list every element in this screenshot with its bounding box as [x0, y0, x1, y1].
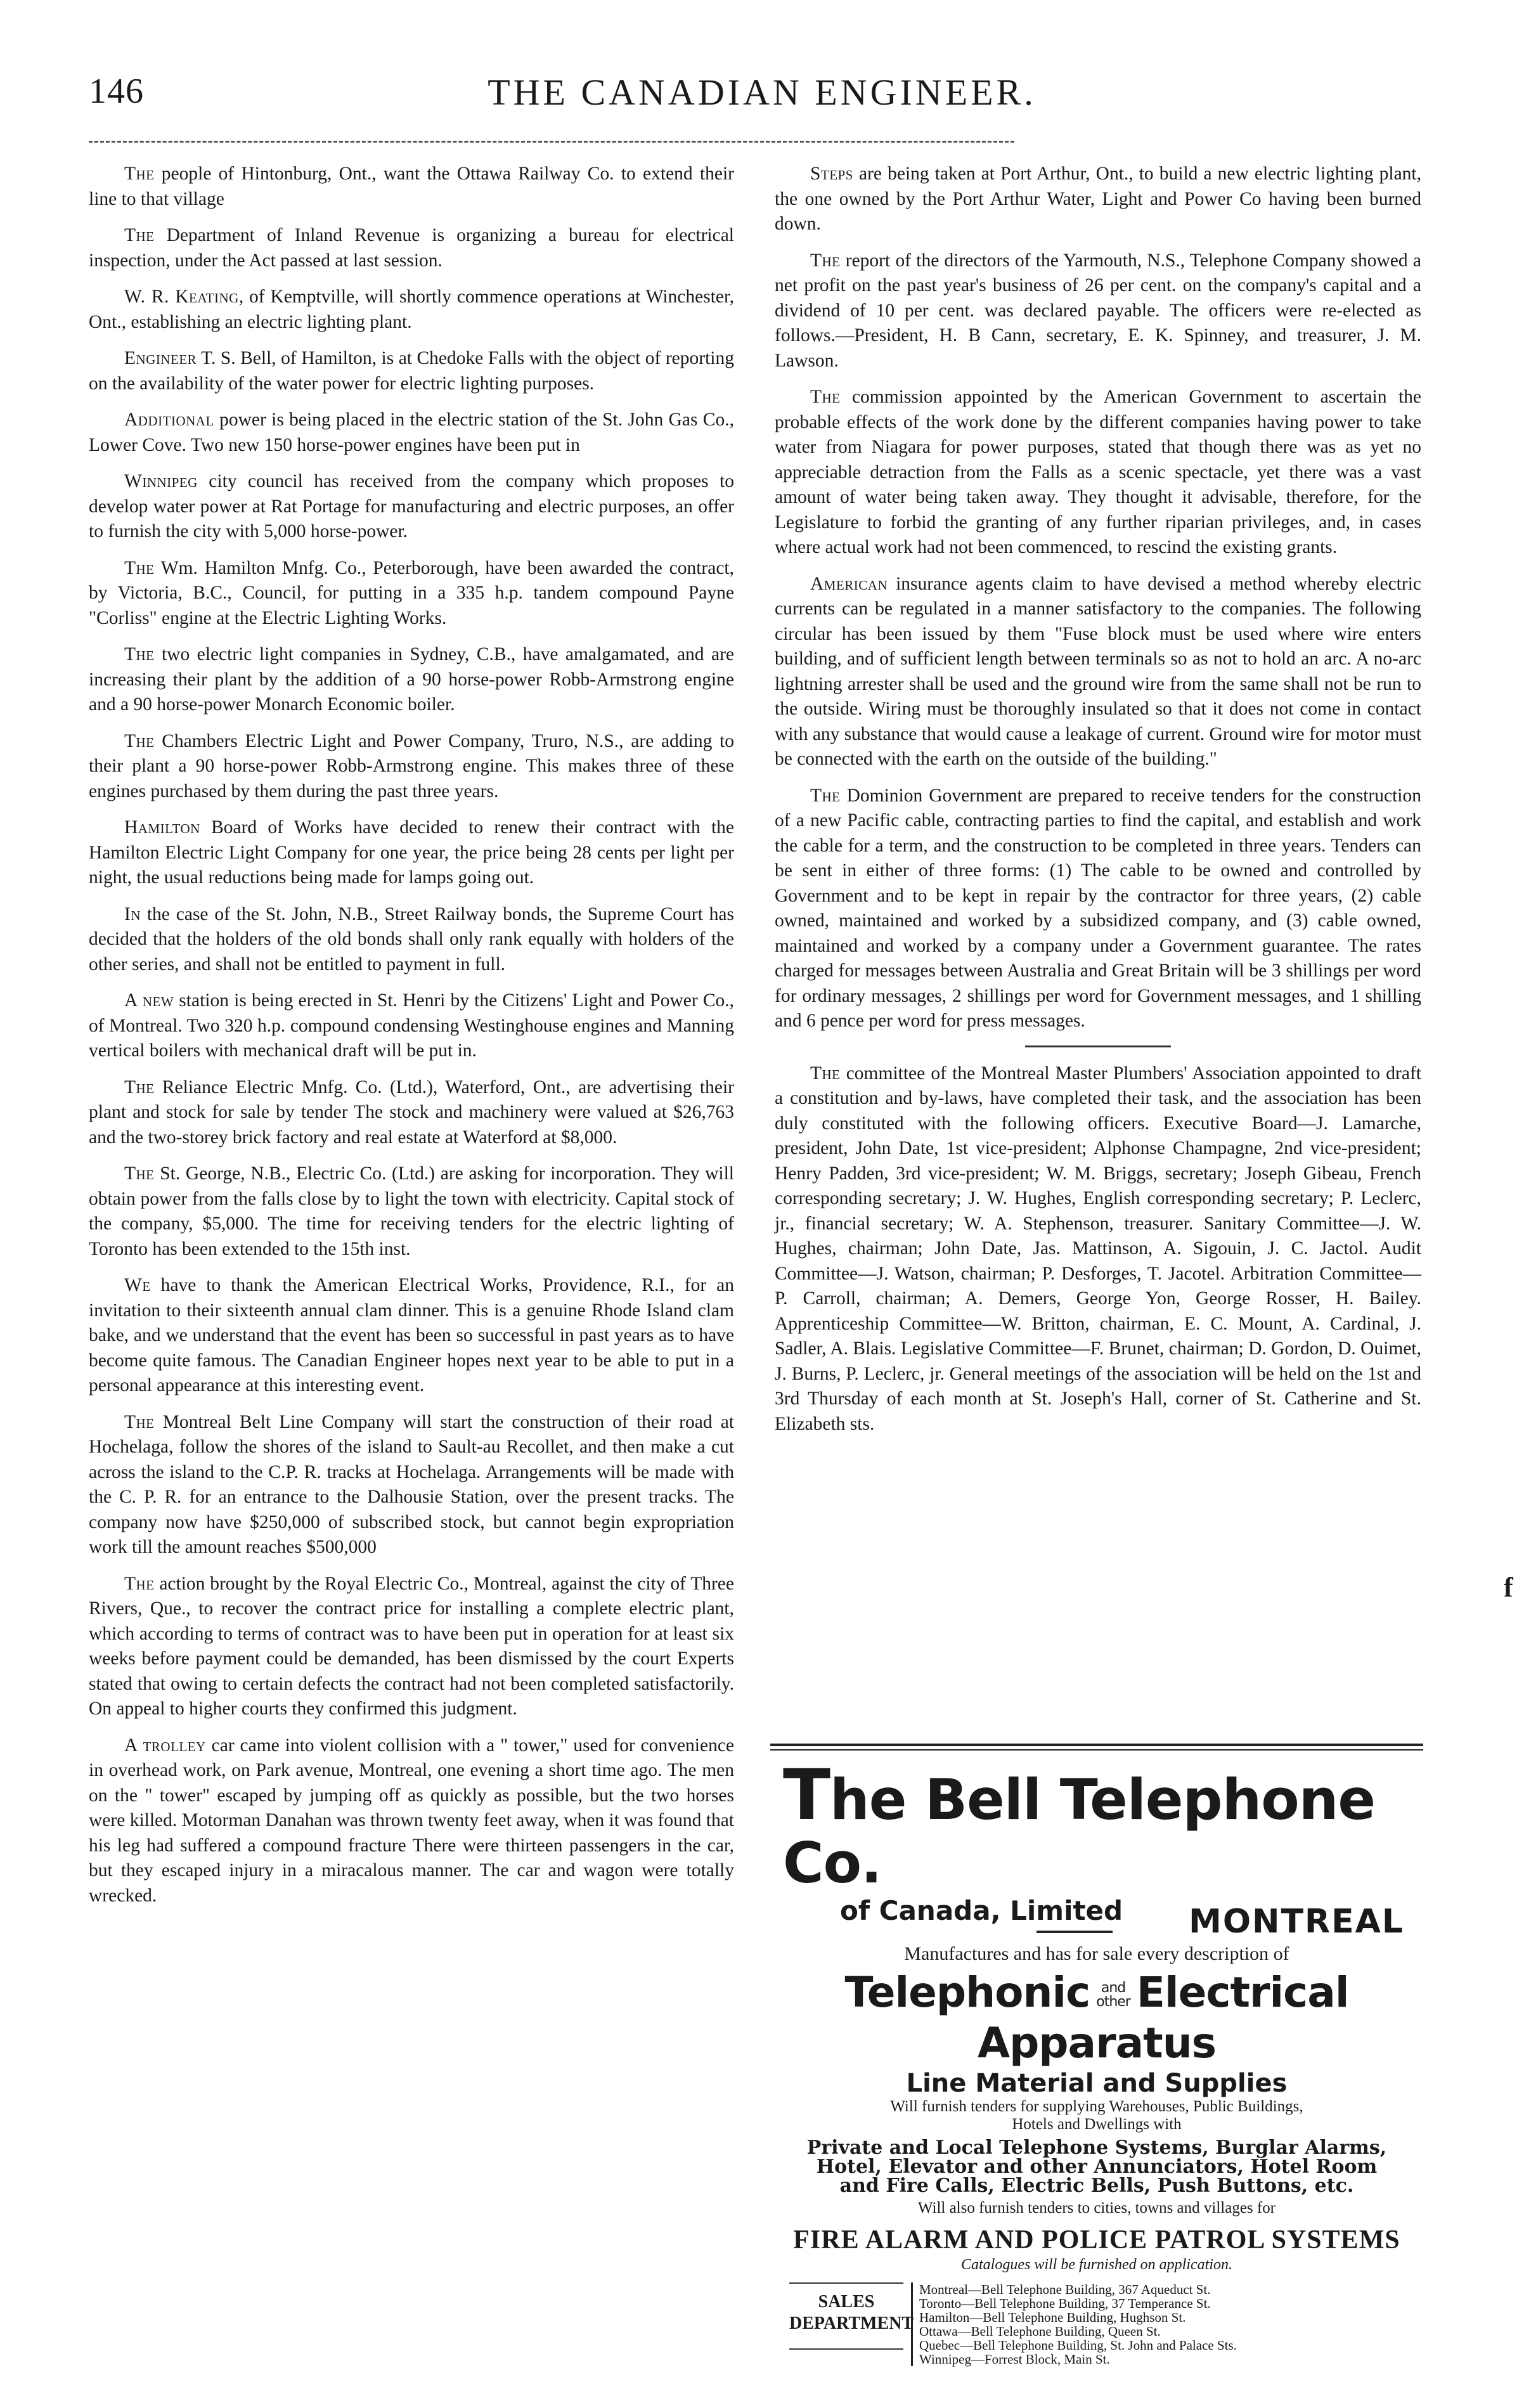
paragraph-text: city council has received from the company which proposes to develop water power at Rat Portage for manufacturing and electric purposes, an offer to furnish the city with 5,000 horse-power. — [89, 471, 734, 541]
ad-city: MONTREAL — [1189, 1903, 1404, 1941]
news-paragraph — [89, 642, 734, 718]
paragraph-text: committee of the Montreal Master Plumbers' Association appointed to draft a constitution and by-laws, have completed their task, and the association has been duly constituted with the following officers. Executive Board—J. Lamarche, president, John Date, 1st vice-president; Alphonse Champagne, 2nd vice-president; Henry Padden, 3rd vice-president; W. M. Briggs, secretary; Joseph Gibeau, French corresponding secretary; J. W. Hughes, English corresponding secretary; P. Leclerc, jr., financial secretary; W. A. Stephenson, treasurer. Sanitary Committee—J. W. Hughes, chairman; John Date, Jas. Mattinson, A. Sigouin, J. C. Jactol. Audit Committee—J. Watson, chairman; P. Desforges, T. Jacotel. Arbitration Committee—P. Carroll, chairman; A. Demers, George Yon, George Rosser, H. Bailey. Apprenticeship Committee—W. Britton, chairman, E. C. Mount, A. Cardinal, J. Sadler, A. Blais. Legislative Committee—F. Brunet, chairman; D. Gordon, D. Ouimet, J. Burns, P. Leclerc, jr. General meetings of the association will be held on the 1st and 3rd Thursday of each month at St. Joseph's Hall, corner of St. Catherine and St. Elizabeth sts. — [775, 1063, 1421, 1434]
ad-office-entry: Ottawa—Bell Telephone Building, Queen St. — [919, 2324, 1161, 2339]
news-paragraph — [89, 285, 734, 335]
ad-private-line-1: Private and Local Telephone Systems, Burglar Alarms, — [806, 2137, 1387, 2159]
page-number: 146 — [89, 72, 144, 111]
ad-and-other — [1090, 1981, 1137, 2009]
paragraph-lead: The — [124, 225, 155, 245]
ad-office-entry: Montreal—Bell Telephone Building, 367 Aqueduct St. — [919, 2282, 1211, 2297]
paragraph-text: Department of Inland Revenue is organizing a bureau for electrical inspection, under the Act passed at last session. — [89, 225, 734, 271]
paragraph-lead: American — [810, 573, 888, 594]
left-column — [89, 162, 734, 1920]
paragraph-text: car came into violent collision with a " tower," used for convenience in overhead work, on Park avenue, Montreal, one evening a short time ago. The men on the " tower" escaped by jumping off as quickly as possible, but the two horses were killed. Motorman Danahan was thrown twenty feet away, when it was found that his leg had suffered a compound fracture There were thirteen passengers in the car, but they escaped injury in a miracalous manner. The car and wagon were totally wrecked. — [89, 1735, 735, 1906]
ad-title — [770, 1754, 1423, 1896]
news-paragraph — [775, 249, 1421, 374]
paragraph-lead: W. R. Keating — [124, 287, 239, 307]
paragraph-text: Wm. Hamilton Mnfg. Co., Peterborough, have been awarded the contract, by Victoria, B.C., Council, for putting in a 335 h.p. tandem compound Payne "Corliss" engine at the Electric Lighting Works. — [89, 557, 734, 628]
ad-city-rule — [1036, 1931, 1113, 1933]
news-paragraph — [89, 1572, 734, 1722]
news-paragraph — [89, 729, 734, 805]
ad-sales-block — [789, 2282, 1423, 2366]
paragraph-text: insurance agents claim to have devised a method whereby electric currents can be regulated in a manner satisfactory to the companies. The following circular has been issued by them "Fuse block must be used where wire enters building, and of sufficient length between terminals so as not to hold an arc. A no-arc lightning arrester shall be used and the ground wire from the same shall not be run to the outside. Wiring must be thoroughly insulated so that it does not come in contact with any substance that would cause a leakage of current. Ground wire for motor must be connected with the earth on the outside of the building." — [775, 573, 1421, 769]
paragraph-lead: A new — [124, 990, 174, 1011]
paragraph-lead: The — [124, 164, 155, 184]
ad-top-rule-thin — [770, 1749, 1423, 1751]
paragraph-lead: A trolley — [124, 1735, 206, 1756]
paragraph-lead: The — [124, 1573, 155, 1594]
ad-sales-label — [789, 2282, 914, 2350]
paragraph-text: Reliance Electric Mnfg. Co. (Ltd.), Waterford, Ont., are advertising their plant and stock for sale by tender The stock and machinery were valued at $26,763 and the two-storey brick factory and real estate at Waterford at $8,000. — [89, 1077, 734, 1148]
ad-title-initial: T — [783, 1754, 830, 1835]
paragraph-text: T. S. Bell, of Hamilton, is at Chedoke Falls with the object of reporting on the availability of the water power for electric lighting purposes. — [89, 348, 734, 394]
news-paragraph — [89, 469, 734, 545]
stray-mark: f — [1504, 1572, 1513, 1603]
right-column — [775, 162, 1421, 1448]
ad-tenders-line-1: Will furnish tenders for supplying Warehouses, Public Buildings, — [890, 2098, 1303, 2115]
ad-apparatus-left: Telephonic — [844, 1968, 1090, 2017]
paragraph-lead: Engineer — [124, 348, 197, 368]
news-paragraph — [89, 408, 734, 458]
header-rule — [89, 141, 1014, 143]
paragraph-text: Dominion Government are prepared to receive tenders for the construction of a new Pacific cable, contracting parties to find the capital, and establish and work the cable for a term, and the construction to be completed in three years. Tenders can be sent in either of three forms: (1) The cable to be owned and controlled by Government and to be kept in repair by the contractor for three years, (2) cable owned, maintained and worked by a subsidized company, and (3) cable owned, maintained and worked by a company under a Government guarantee. The rates charged for messages between Australia and Great Britain will be 3 shillings per word for ordinary messages, 2 shillings per word for Government messages, and 1 shilling and 6 pence per word for press messages. — [775, 785, 1421, 1031]
ad-apparatus-right: Electrical Apparatus — [977, 1968, 1349, 2068]
ad-manufactures-line: Manufactures and has for sale every description of — [904, 1943, 1289, 1964]
news-paragraph — [775, 162, 1421, 237]
paragraph-lead: The — [810, 250, 841, 271]
ad-office-entry: Quebec—Bell Telephone Building, St. John and Palace Sts. — [919, 2338, 1237, 2353]
paragraph-lead: The — [124, 1163, 155, 1184]
news-paragraph — [89, 815, 734, 891]
ad-office-entry: Hamilton—Bell Telephone Building, Hughson St. — [919, 2310, 1186, 2325]
ad-top-rule — [770, 1744, 1423, 1746]
paragraph-lead: The — [124, 730, 155, 751]
ad-catalogues: Catalogues will be furnished on application. — [961, 2256, 1232, 2273]
paragraph-text: Chambers Electric Light and Power Company, Truro, N.S., are adding to their plant a 90 horse-power Robb-Armstrong engine. This makes three of these engines purchased by them during the past three years. — [89, 730, 734, 801]
news-paragraph — [775, 572, 1421, 772]
ad-sales-label-1: SALES — [818, 2292, 875, 2312]
paragraph-text: Board of Works have decided to renew their contract with the Hamilton Electric Light Company for one year, the price being 28 cents per light per night, the usual reductions being made for lamps going out. — [89, 817, 734, 888]
paragraph-lead: In — [124, 903, 141, 924]
news-paragraph — [89, 346, 734, 396]
paragraph-lead: The — [124, 1077, 155, 1097]
ad-apparatus-heading — [770, 1967, 1423, 2069]
paragraph-lead: Hamilton — [124, 817, 200, 838]
ad-office-list — [911, 2282, 1237, 2366]
running-title: THE CANADIAN ENGINEER. — [488, 72, 1036, 113]
news-paragraph — [89, 902, 734, 978]
paragraph-text: people of Hintonburg, Ont., want the Ottawa Railway Co. to extend their line to that village — [89, 164, 734, 209]
ad-cities-line: Will also furnish tenders to cities, towns and villages for — [917, 2199, 1276, 2217]
ad-fire-alarm: FIRE ALARM AND POLICE PATROL SYSTEMS — [793, 2225, 1400, 2255]
ad-office-entry: Winnipeg—Forrest Block, Main St. — [919, 2352, 1110, 2367]
paragraph-text: , of Kemptville, will shortly commence operations at Winchester, Ont., establishing an electric lighting plant. — [89, 287, 734, 332]
paragraph-text: station is being erected in St. Henri by the Citizens' Light and Power Co., of Montreal. Two 320 h.p. compound condensing Westinghouse engines and Manning vertical boilers with mechanical draft will be put in. — [89, 990, 734, 1061]
news-paragraph — [89, 1162, 734, 1262]
paragraph-text: have to thank the American Electrical Works, Providence, R.I., for an invitation to their sixteenth annual clam dinner. This is a genuine Rhode Island clam bake, and we understand that the event has been so successful in past years as to have become quite famous. The Canadian Engineer hopes next year to be able to put in a personal appearance at this interesting event. — [89, 1275, 734, 1395]
ad-private-line-2: Hotel, Elevator and other Annunciators, Hotel Room — [816, 2156, 1378, 2178]
news-paragraph — [89, 1273, 734, 1399]
paragraph-text: St. George, N.B., Electric Co. (Ltd.) are asking for incorporation. They will obtain power from the falls close by to light the town with electricity. Capital stock of the company, $5,000. The time for receiving tenders for the electric lighting of Toronto has been extended to the 15th inst. — [89, 1163, 734, 1259]
paragraph-lead: The — [124, 1411, 155, 1432]
ad-private-line-3: and Fire Calls, Electric Bells, Push Buttons, etc. — [839, 2175, 1354, 2197]
section-divider — [1025, 1045, 1171, 1047]
paragraph-lead: The — [810, 1063, 841, 1084]
paragraph-text: the case of the St. John, N.B., Street Railway bonds, the Supreme Court has decided that the holders of the old bonds shall only rank equally with holders of the other series, and shall not be entitled to payment in full. — [89, 903, 734, 974]
ad-subtitle-row — [770, 1895, 1423, 1941]
paragraph-lead: The — [810, 785, 841, 806]
news-paragraph — [89, 1410, 734, 1560]
ad-sales-label-2: DEPARTMENT — [789, 2314, 914, 2333]
ad-tenders-line-2: Hotels and Dwellings with — [1012, 2116, 1182, 2133]
paragraph-text: power is being placed in the electric station of the St. John Gas Co., Lower Cove. Two new 150 horse-power engines have been put in — [89, 410, 734, 455]
paragraph-lead: Winnipeg — [124, 471, 198, 491]
paragraph-text: are being taken at Port Arthur, Ont., to build a new electric lighting plant, the one owned by the Port Arthur Water, Light and Power Co having been burned down. — [775, 164, 1421, 234]
news-paragraph — [89, 223, 734, 273]
paragraph-text: Montreal Belt Line Company will start the construction of their road at Hochelaga, follow the shores of the island to Sault-au Recollet, and then make a cut across the island to the C.P. R. tracks at Hochelaga. Arrangements will be made with the C. P. R. for an entrance to the Dalhousie Station, over the present tracks. The company now have $250,000 of subscribed stock, but cannot begin expropriation work till the amount reaches $500,000 — [89, 1411, 734, 1557]
paragraph-lead: The — [810, 387, 841, 407]
paragraph-lead: The — [124, 557, 155, 578]
paragraph-text: action brought by the Royal Electric Co., Montreal, against the city of Three Rivers, Que., to recover the contract price for installing a complete electric plant, which according to terms of contract was to have been put in operation for at least six weeks before payment could be demanded, has been dismissed by the court Experts stated that owing to certain defects the contract had not been completed satisfactorily. On appeal to higher courts they confirmed this judgment. — [89, 1573, 734, 1719]
news-paragraph — [89, 1075, 734, 1151]
ad-subtitle: of Canada, Limited — [840, 1895, 1123, 1926]
ad-and-bottom: other — [1096, 1993, 1130, 2010]
paragraph-lead: The — [124, 644, 155, 664]
news-paragraph — [89, 162, 734, 212]
ad-title-rest: he Bell Telephone Co. — [783, 1767, 1376, 1896]
ad-line-material: Line Material and Supplies — [906, 2069, 1288, 2098]
news-paragraph — [775, 784, 1421, 1034]
paragraph-lead: Additional — [124, 410, 214, 430]
news-paragraph — [89, 556, 734, 631]
news-paragraph — [775, 385, 1421, 560]
paragraph-text: report of the directors of the Yarmouth, N.S., Telephone Company showed a net profit on the past year's business of 26 per cent. on the company's capital and a dividend of 10 per cent. was declared payable. The officers were re-elected as follows.—President, H. B Cann, secretary, E. K. Spinney, and treasurer, J. M. Lawson. — [775, 250, 1421, 371]
paragraph-text: two electric light companies in Sydney, C.B., have amalgamated, and are increasing their plant by the addition of a 90 horse-power Robb-Armstrong engine and a 90 horse-power Monarch Economic boiler. — [89, 644, 734, 715]
paragraph-text: commission appointed by the American Government to ascertain the probable effects of the work done by the different companies having power to take water from Niagara for power purposes, stated that though there was as yet no appreciable detraction from the Falls as a scenic spectacle, yet there was a vast amount of water being taken away. They thought it advisable, therefore, for the Legislature to forbid the granting of any further riparian privileges, and, in cases where actual work had not been commenced, to rescind the existing grants. — [775, 387, 1421, 557]
news-paragraph — [89, 988, 734, 1064]
bell-telephone-advertisement — [770, 1744, 1423, 2367]
news-paragraph — [89, 1733, 734, 1909]
ad-and-top: and — [1101, 1979, 1126, 1996]
paragraph-lead: We — [124, 1275, 151, 1295]
ad-office-entry: Toronto—Bell Telephone Building, 37 Temperance St. — [919, 2296, 1211, 2311]
paragraph-lead: Steps — [810, 164, 853, 184]
news-paragraph — [775, 1061, 1421, 1437]
